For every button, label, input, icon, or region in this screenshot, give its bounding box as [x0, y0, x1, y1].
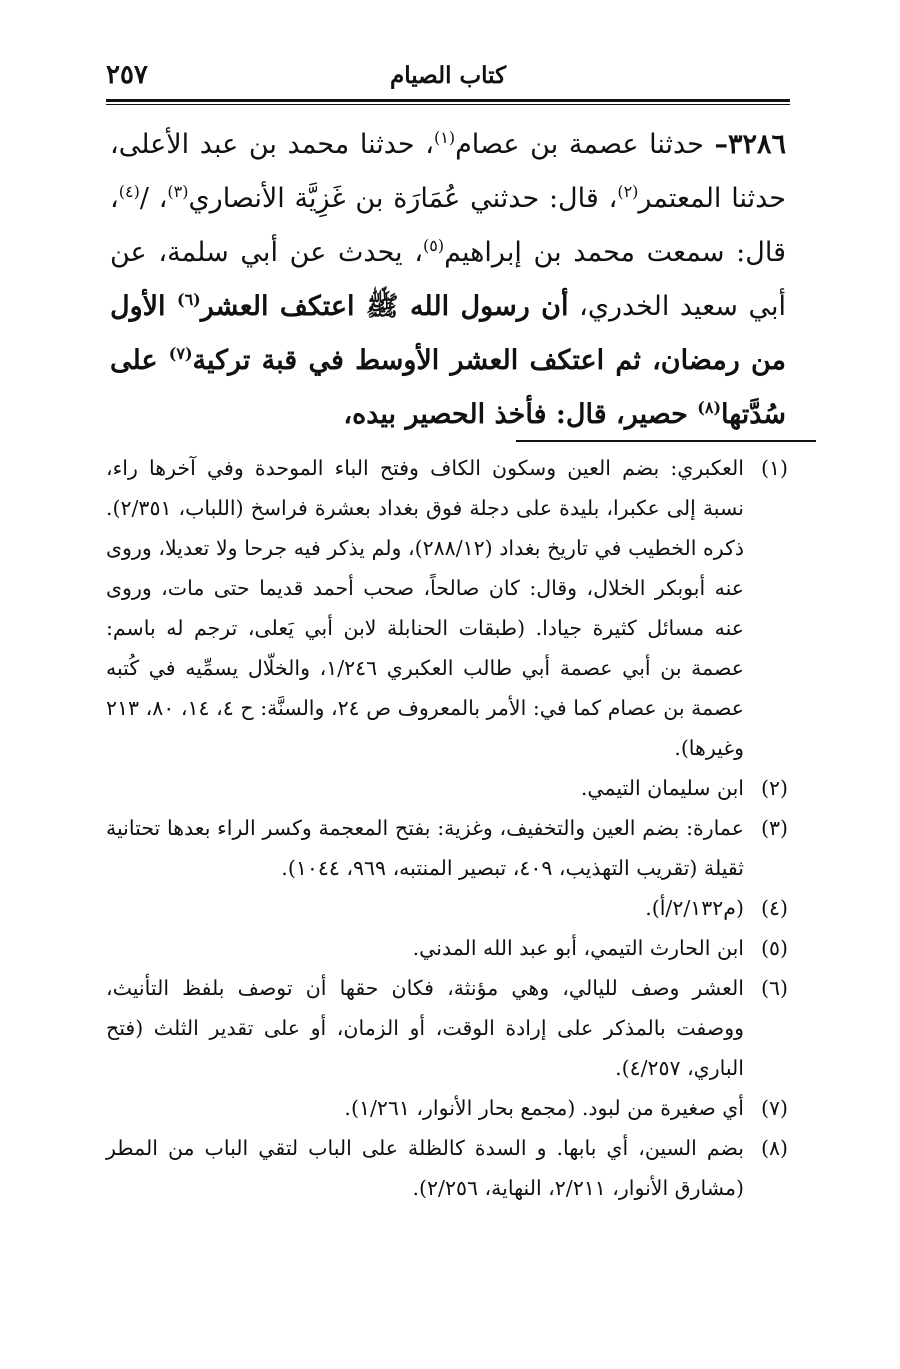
footnote-text: (م٢/١٣٢/أ). [645, 896, 744, 920]
footnote-ref: (٥) [422, 236, 445, 255]
matn-bold: أن رسول الله ﷺ اعتكف العشر [200, 291, 569, 322]
footnote [106, 928, 788, 968]
footnote-text: ابن سليمان التيمي. [580, 776, 744, 800]
header-rule-thick [106, 99, 790, 102]
footnote-ref: (٢) [617, 182, 639, 201]
chapter-title: كتاب الصيام [389, 62, 507, 89]
footnote-number: (١) [760, 456, 788, 480]
footnote-ref: (٣) [167, 182, 189, 201]
footnote-ref: (٧) [168, 344, 193, 363]
text-segment: ، / [139, 183, 168, 214]
footnotes [106, 448, 788, 1208]
footnote-ref: (٤) [118, 182, 140, 201]
text-segment: ، حدثنا محمد بن عبد الأعلى، حدثنا المعتمر [110, 129, 786, 214]
footnote [106, 968, 788, 1088]
footnote-ref: (٦) [176, 290, 201, 309]
page-number: ٢٥٧ [106, 60, 148, 90]
footnote-ref: (٨) [697, 398, 722, 417]
footnote [106, 1128, 788, 1208]
matn-bold: على سُدَّتها [110, 345, 786, 430]
footnote-number: (٣) [760, 816, 788, 840]
footnote-text: العشر وصف لليالي، وهي مؤنثة، فكان حقها أن توصف بلفظ التأنيث، ووصفت بالمذكر على إرادة الوقت، أو الزمان، أو على تقدير الثلث (فتح الباري، ٤/٢٥٧). [106, 976, 744, 1080]
matn-bold: حصير، قال: فأخذ الحصير بيده، [343, 399, 698, 430]
footnote-number: (٨) [760, 1136, 788, 1160]
footnote-text: العكبري: بضم العين وسكون الكاف وفتح الباء الموحدة وفي آخرها راء، نسبة إلى عكبرا، بليدة على دجلة فوق بغداد بعشرة فراسخ (اللباب، ٢/٣٥١). ذكره الخطيب في تاريخ بغداد (٢٨٨/١٢)، ولم يذكر فيه جرحا ولا تعديلا، وروى عنه أبوبكر الخلال، وقال: كان صالحاً، صحب أحمد قديما حتى مات، وروى عنه مسائل كثيرة جيادا. (طبقات الحنابلة لابن أبي يَعلى، ترجم له باسم: عصمة بن أبي عصمة أبي طالب العكبري ١/٢٤٦، والخلّال يسمِّيه في كُتبه عصمة بن عصام كما في: الأمر بالمعروف ص ٢٤، والسنَّة: ح ٤، ١٤، ٨٠، ٢١٣ وغيرها). [106, 456, 744, 760]
header-rule-thin [106, 104, 790, 105]
footnote-text: ابن الحارث التيمي، أبو عبد الله المدني. [412, 936, 744, 960]
footnote-separator [516, 440, 816, 442]
footnote-text: عمارة: بضم العين والتخفيف، وغزية: بفتح المعجمة وكسر الراء بعدها تحتانية ثقيلة (تقريب التهذيب، ٤٠٩، تبصير المنتبه، ٩٦٩، ١٠٤٤). [106, 816, 744, 880]
text-segment: ، يحدث عن أبي سلمة، عن أبي سعيد الخدري، [110, 237, 787, 322]
text-segment: ، قال: حدثني عُمَارَة بن غَزِيَّة الأنصاري [188, 183, 618, 214]
text-segment: حدثنا عصمة بن عصام [455, 129, 715, 160]
footnote-ref: (١) [433, 128, 456, 147]
footnote [106, 448, 788, 768]
running-header [106, 58, 790, 98]
footnote-number: (٢) [760, 776, 788, 800]
footnote [106, 888, 788, 928]
footnote [106, 808, 788, 888]
footnote-number: (٤) [760, 896, 788, 920]
footnote-number: (٧) [760, 1096, 788, 1120]
hadith-number: ٣٢٨٦– [714, 129, 786, 160]
matn-bold: الأول من رمضان، ثم اعتكف العشر الأوسط في قبة تركية [110, 291, 787, 376]
hadith-text [110, 118, 786, 442]
footnote-number: (٦) [760, 976, 788, 1000]
text-segment: ، قال: سمعت محمد بن إبراهيم [110, 183, 786, 268]
footnote-text: أي صغيرة من لبود. (مجمع بحار الأنوار، ١/٢٦١). [344, 1096, 744, 1120]
footnote-text: بضم السين، أي بابها. و السدة كالظلة على الباب لتقي الباب من المطر (مشارق الأنوار، ٢/٢١١، النهاية، ٢/٢٥٦). [106, 1136, 744, 1200]
footnote-number: (٥) [760, 936, 788, 960]
footnote [106, 768, 788, 808]
footnote [106, 1088, 788, 1128]
